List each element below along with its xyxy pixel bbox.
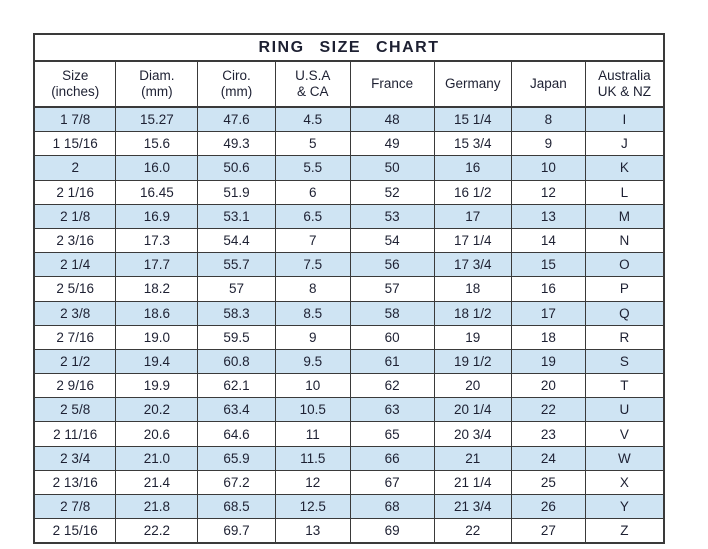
cell-diam: 17.7 — [116, 253, 198, 277]
column-header-aus — [585, 61, 664, 107]
column-header-line1: France — [371, 75, 414, 91]
cell-france: 52 — [350, 180, 434, 204]
cell-germany: 21 — [434, 446, 511, 470]
cell-size: 2 7/8 — [34, 495, 116, 519]
title-row — [34, 34, 664, 61]
cell-ciro: 50.6 — [198, 156, 275, 180]
cell-size: 2 11/16 — [34, 422, 116, 446]
column-header-line1: Ciro. — [222, 67, 251, 83]
cell-germany: 20 1/4 — [434, 398, 511, 422]
cell-size: 2 3/16 — [34, 228, 116, 252]
cell-usa: 11.5 — [275, 446, 350, 470]
header-row — [34, 61, 664, 107]
cell-aus: J — [585, 132, 664, 156]
cell-france: 68 — [350, 495, 434, 519]
column-header-line2: UK & NZ — [597, 84, 651, 99]
column-header-line1: Size — [62, 67, 89, 83]
table-row — [34, 301, 664, 325]
cell-size: 2 1/16 — [34, 180, 116, 204]
table-row — [34, 180, 664, 204]
cell-france: 53 — [350, 204, 434, 228]
cell-ciro: 62.1 — [198, 374, 275, 398]
table-title: RING SIZE CHART — [34, 34, 664, 61]
cell-size: 1 15/16 — [34, 132, 116, 156]
cell-germany: 15 3/4 — [434, 132, 511, 156]
cell-ciro: 69.7 — [198, 519, 275, 544]
cell-size: 2 1/8 — [34, 204, 116, 228]
cell-size: 2 5/16 — [34, 277, 116, 301]
cell-ciro: 65.9 — [198, 446, 275, 470]
cell-ciro: 55.7 — [198, 253, 275, 277]
cell-ciro: 54.4 — [198, 228, 275, 252]
cell-diam: 19.9 — [116, 374, 198, 398]
column-header-line1: Australia — [598, 67, 651, 83]
cell-japan: 8 — [512, 107, 586, 132]
cell-aus: I — [585, 107, 664, 132]
cell-france: 61 — [350, 349, 434, 373]
cell-japan: 9 — [512, 132, 586, 156]
cell-diam: 21.4 — [116, 470, 198, 494]
column-header-diam — [116, 61, 198, 107]
cell-aus: L — [585, 180, 664, 204]
table-row — [34, 228, 664, 252]
table-row — [34, 495, 664, 519]
table-row — [34, 277, 664, 301]
cell-size: 2 1/4 — [34, 253, 116, 277]
cell-aus: W — [585, 446, 664, 470]
cell-diam: 19.4 — [116, 349, 198, 373]
column-header-line1: Diam. — [139, 67, 175, 83]
cell-usa: 8.5 — [275, 301, 350, 325]
column-header-line2: (inches) — [51, 84, 100, 99]
cell-japan: 27 — [512, 519, 586, 544]
table-row — [34, 349, 664, 373]
cell-germany: 17 — [434, 204, 511, 228]
cell-germany: 19 — [434, 325, 511, 349]
table-row — [34, 107, 664, 132]
cell-france: 58 — [350, 301, 434, 325]
cell-aus: S — [585, 349, 664, 373]
column-header-line2: (mm) — [220, 84, 253, 99]
cell-diam: 16.0 — [116, 156, 198, 180]
column-header-line1: Germany — [444, 75, 501, 91]
cell-france: 54 — [350, 228, 434, 252]
cell-ciro: 60.8 — [198, 349, 275, 373]
cell-germany: 16 1/2 — [434, 180, 511, 204]
cell-diam: 21.0 — [116, 446, 198, 470]
ring-size-table — [33, 33, 665, 544]
cell-japan: 19 — [512, 349, 586, 373]
cell-usa: 12.5 — [275, 495, 350, 519]
cell-ciro: 53.1 — [198, 204, 275, 228]
cell-diam: 20.2 — [116, 398, 198, 422]
cell-diam: 16.45 — [116, 180, 198, 204]
cell-france: 65 — [350, 422, 434, 446]
table-row — [34, 325, 664, 349]
cell-aus: T — [585, 374, 664, 398]
cell-japan: 20 — [512, 374, 586, 398]
cell-aus: V — [585, 422, 664, 446]
cell-diam: 16.9 — [116, 204, 198, 228]
cell-aus: N — [585, 228, 664, 252]
cell-aus: U — [585, 398, 664, 422]
cell-germany: 20 — [434, 374, 511, 398]
cell-size: 2 9/16 — [34, 374, 116, 398]
cell-aus: Q — [585, 301, 664, 325]
cell-france: 62 — [350, 374, 434, 398]
cell-germany: 17 3/4 — [434, 253, 511, 277]
cell-france: 56 — [350, 253, 434, 277]
cell-diam: 20.6 — [116, 422, 198, 446]
column-header-line2: (mm) — [141, 84, 173, 99]
table-row — [34, 204, 664, 228]
cell-ciro: 59.5 — [198, 325, 275, 349]
cell-usa: 10.5 — [275, 398, 350, 422]
cell-diam: 18.2 — [116, 277, 198, 301]
cell-japan: 26 — [512, 495, 586, 519]
cell-ciro: 51.9 — [198, 180, 275, 204]
cell-diam: 18.6 — [116, 301, 198, 325]
cell-france: 60 — [350, 325, 434, 349]
table-row — [34, 519, 664, 544]
table-row — [34, 470, 664, 494]
cell-diam: 22.2 — [116, 519, 198, 544]
table-row — [34, 253, 664, 277]
table-body — [34, 107, 664, 543]
cell-diam: 15.6 — [116, 132, 198, 156]
cell-size: 2 — [34, 156, 116, 180]
column-header-germany — [434, 61, 511, 107]
cell-size: 2 7/16 — [34, 325, 116, 349]
table-row — [34, 132, 664, 156]
table-row — [34, 156, 664, 180]
cell-france: 49 — [350, 132, 434, 156]
cell-france: 69 — [350, 519, 434, 544]
cell-usa: 13 — [275, 519, 350, 544]
cell-germany: 15 1/4 — [434, 107, 511, 132]
cell-france: 50 — [350, 156, 434, 180]
cell-japan: 15 — [512, 253, 586, 277]
cell-germany: 16 — [434, 156, 511, 180]
column-header-ciro — [198, 61, 275, 107]
cell-ciro: 57 — [198, 277, 275, 301]
column-header-size — [34, 61, 116, 107]
cell-japan: 24 — [512, 446, 586, 470]
column-header-japan — [512, 61, 586, 107]
cell-aus: Z — [585, 519, 664, 544]
cell-ciro: 64.6 — [198, 422, 275, 446]
cell-france: 63 — [350, 398, 434, 422]
cell-aus: M — [585, 204, 664, 228]
cell-usa: 9.5 — [275, 349, 350, 373]
cell-size: 1 7/8 — [34, 107, 116, 132]
cell-ciro: 68.5 — [198, 495, 275, 519]
table-row — [34, 446, 664, 470]
cell-france: 57 — [350, 277, 434, 301]
cell-germany: 18 1/2 — [434, 301, 511, 325]
cell-aus: P — [585, 277, 664, 301]
cell-diam: 21.8 — [116, 495, 198, 519]
cell-usa: 7.5 — [275, 253, 350, 277]
cell-size: 2 3/8 — [34, 301, 116, 325]
cell-japan: 25 — [512, 470, 586, 494]
cell-diam: 15.27 — [116, 107, 198, 132]
cell-france: 67 — [350, 470, 434, 494]
cell-size: 2 15/16 — [34, 519, 116, 544]
column-header-france — [350, 61, 434, 107]
cell-ciro: 47.6 — [198, 107, 275, 132]
cell-usa: 5 — [275, 132, 350, 156]
cell-germany: 17 1/4 — [434, 228, 511, 252]
cell-france: 48 — [350, 107, 434, 132]
column-header-line2: & CA — [296, 84, 329, 99]
cell-aus: R — [585, 325, 664, 349]
cell-germany: 20 3/4 — [434, 422, 511, 446]
cell-size: 2 13/16 — [34, 470, 116, 494]
cell-germany: 22 — [434, 519, 511, 544]
cell-aus: Y — [585, 495, 664, 519]
table-row — [34, 398, 664, 422]
cell-ciro: 58.3 — [198, 301, 275, 325]
cell-aus: X — [585, 470, 664, 494]
cell-japan: 13 — [512, 204, 586, 228]
cell-germany: 19 1/2 — [434, 349, 511, 373]
cell-japan: 16 — [512, 277, 586, 301]
cell-usa: 11 — [275, 422, 350, 446]
column-header-line1: Japan — [529, 75, 567, 91]
cell-usa: 4.5 — [275, 107, 350, 132]
cell-usa: 6 — [275, 180, 350, 204]
cell-usa: 5.5 — [275, 156, 350, 180]
cell-germany: 21 1/4 — [434, 470, 511, 494]
cell-japan: 14 — [512, 228, 586, 252]
cell-usa: 10 — [275, 374, 350, 398]
cell-usa: 9 — [275, 325, 350, 349]
cell-aus: K — [585, 156, 664, 180]
cell-usa: 8 — [275, 277, 350, 301]
cell-usa: 12 — [275, 470, 350, 494]
cell-japan: 18 — [512, 325, 586, 349]
cell-aus: O — [585, 253, 664, 277]
cell-france: 66 — [350, 446, 434, 470]
table-row — [34, 374, 664, 398]
cell-japan: 22 — [512, 398, 586, 422]
cell-japan: 23 — [512, 422, 586, 446]
cell-diam: 19.0 — [116, 325, 198, 349]
table-row — [34, 422, 664, 446]
cell-japan: 12 — [512, 180, 586, 204]
cell-germany: 21 3/4 — [434, 495, 511, 519]
cell-size: 2 3/4 — [34, 446, 116, 470]
column-header-line1: U.S.A — [295, 67, 331, 83]
cell-japan: 10 — [512, 156, 586, 180]
cell-japan: 17 — [512, 301, 586, 325]
cell-usa: 7 — [275, 228, 350, 252]
cell-ciro: 49.3 — [198, 132, 275, 156]
cell-size: 2 5/8 — [34, 398, 116, 422]
cell-diam: 17.3 — [116, 228, 198, 252]
cell-usa: 6.5 — [275, 204, 350, 228]
cell-ciro: 67.2 — [198, 470, 275, 494]
cell-germany: 18 — [434, 277, 511, 301]
column-header-usa — [275, 61, 350, 107]
cell-ciro: 63.4 — [198, 398, 275, 422]
cell-size: 2 1/2 — [34, 349, 116, 373]
